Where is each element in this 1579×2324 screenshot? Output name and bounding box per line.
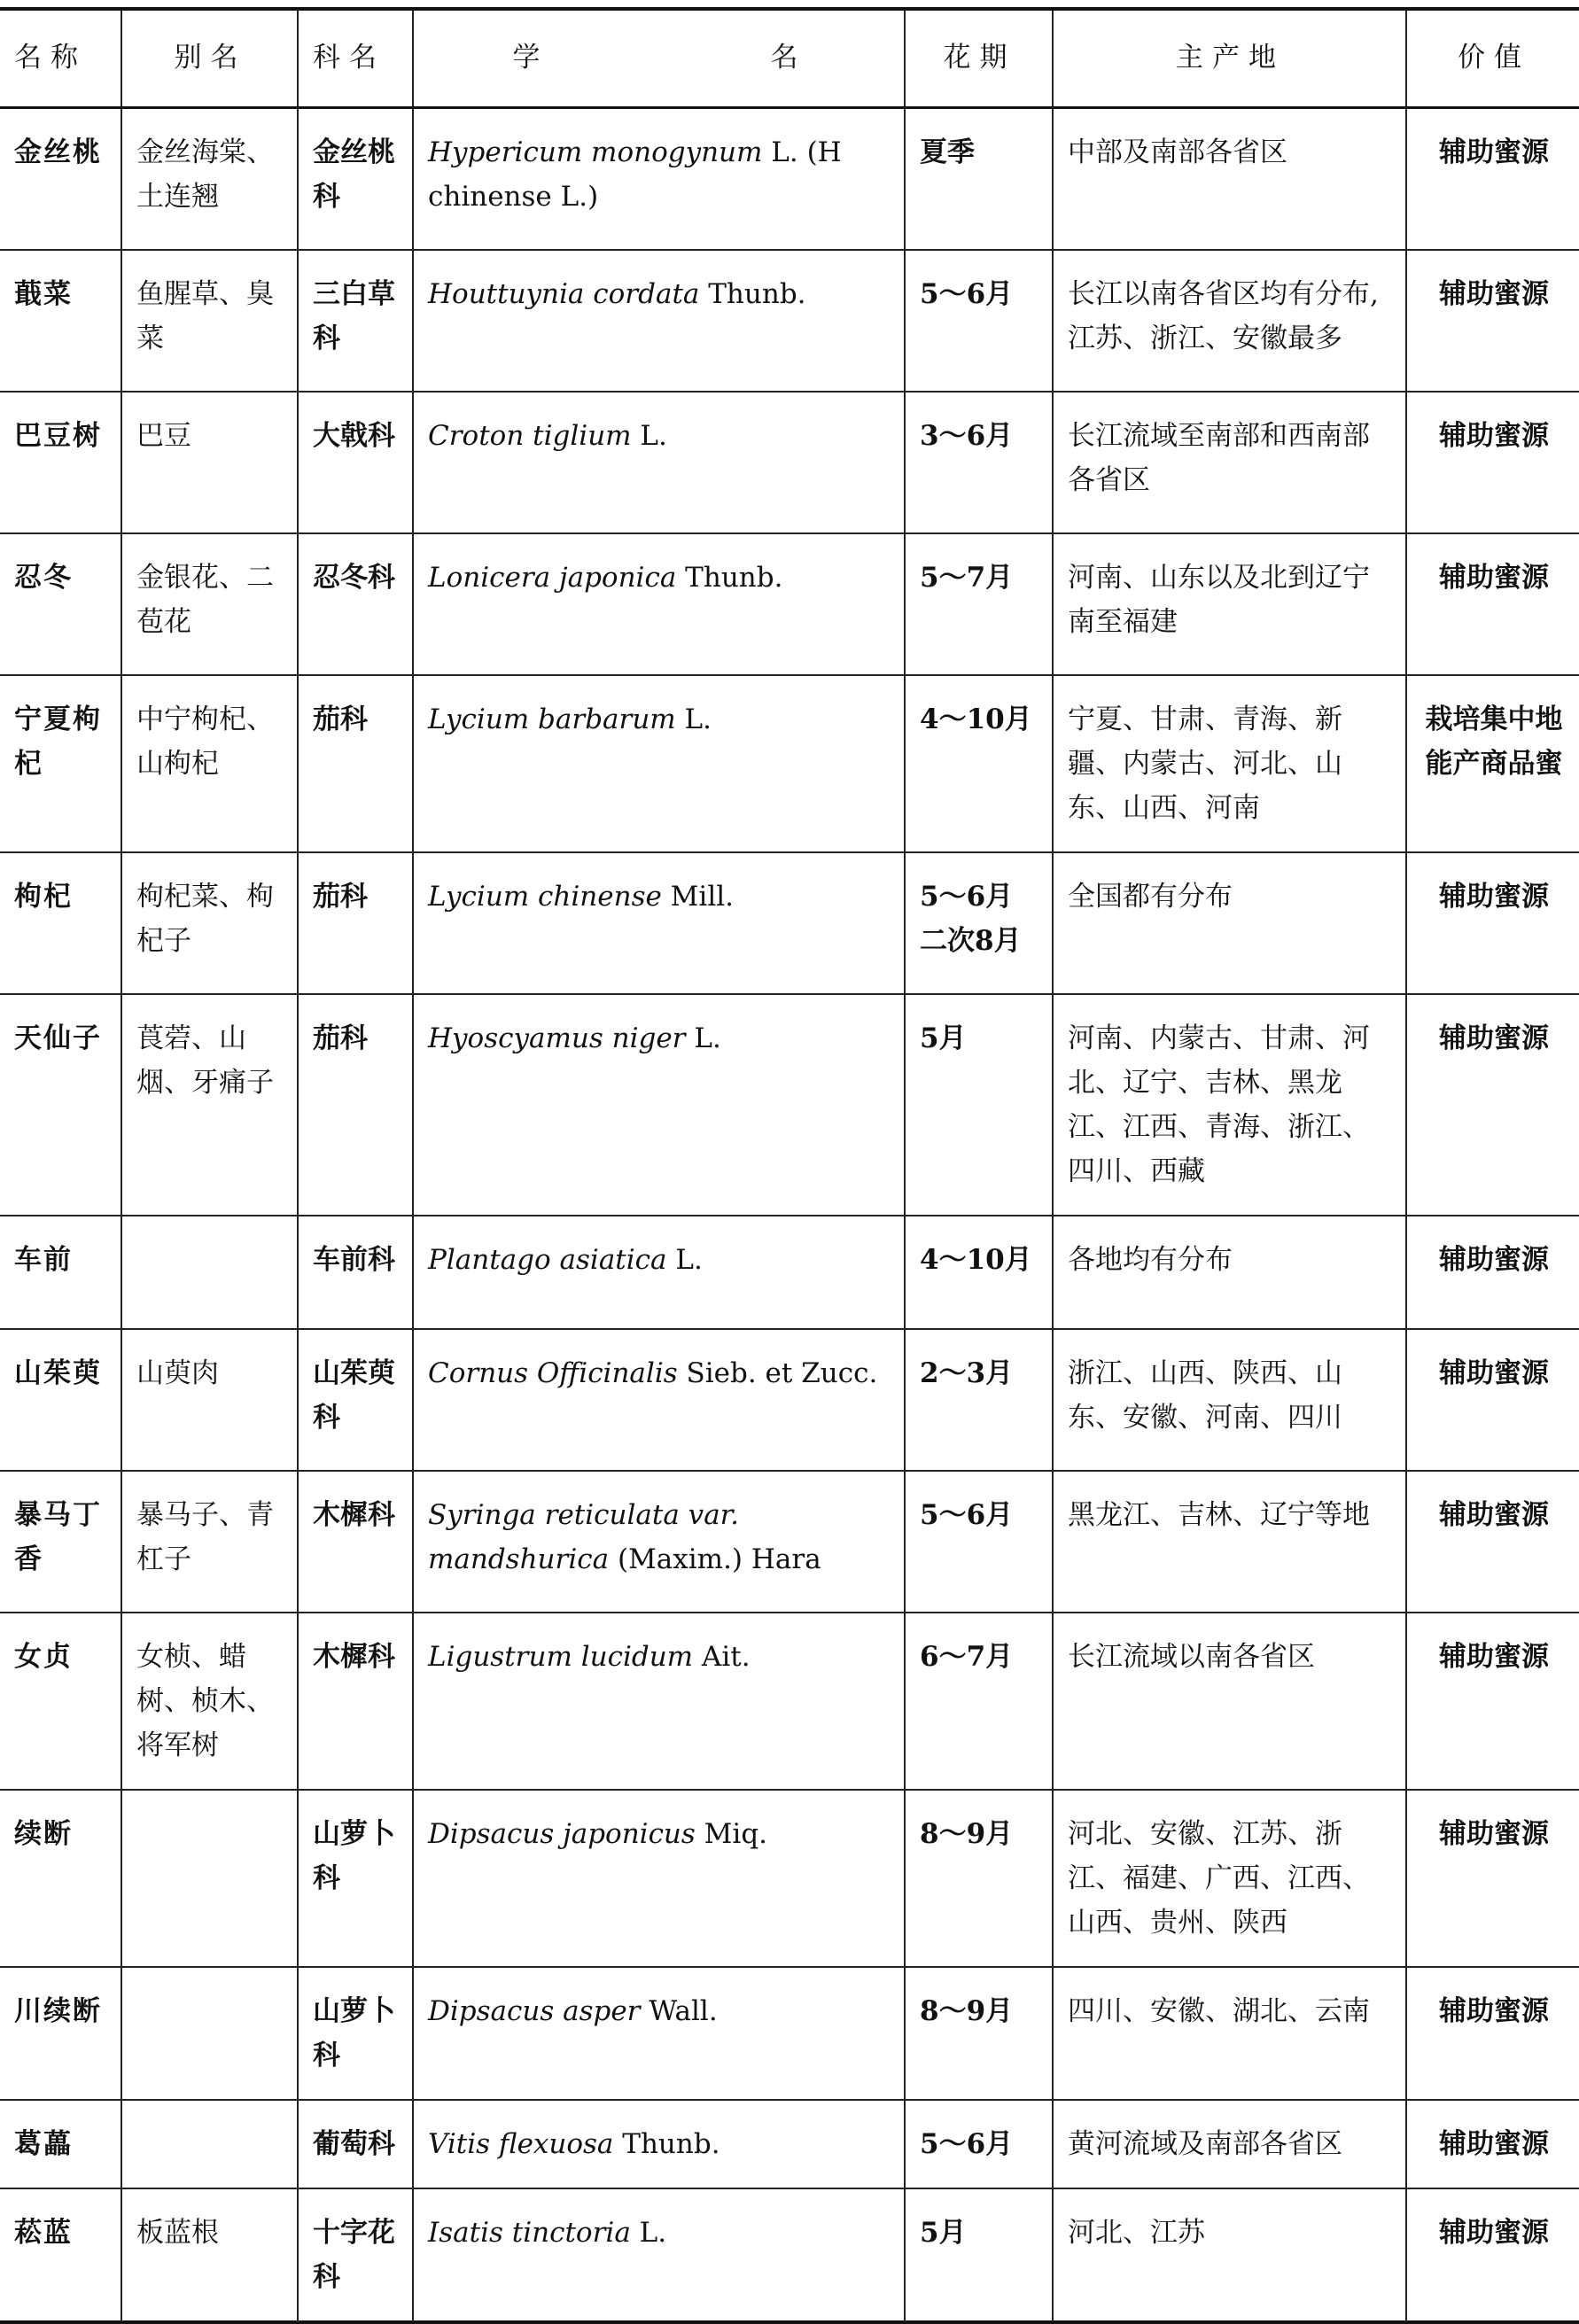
scientific-name-cell [413,2100,905,2188]
main-origin-cell: 宁夏、甘肃、青海、新疆、内蒙古、河北、山东、山西、河南 [1053,675,1406,852]
header-sci-right: 名 [770,42,807,74]
family-cell: 木樨科 [298,1471,413,1613]
main-origin-cell: 全国都有分布 [1053,852,1406,994]
alias-cell [121,1216,298,1329]
plant-name-cell: 车前 [0,1216,121,1329]
scientific-name-cell [413,675,905,852]
alias-cell [121,1967,298,2100]
scientific-name-cell [413,2188,905,2322]
latin-binomial: Vitis flexuosa [428,2127,614,2160]
latin-binomial: Houttuynia cordata [428,277,700,310]
table-row [0,852,1579,994]
alias-cell: 莨菪、山烟、牙痛子 [121,994,298,1216]
nectar-plants-table [0,7,1579,2324]
flowering-period-cell: 5～6月二次8月 [905,852,1053,994]
value-cell: 辅助蜜源 [1406,1790,1579,1967]
latin-binomial: Cornus Officinalis [428,1356,678,1389]
latin-binomial: Croton tiglium [428,419,632,452]
family-cell: 葡萄科 [298,2100,413,2188]
value-cell: 辅助蜜源 [1406,994,1579,1216]
latin-binomial: Plantago asiatica [428,1243,667,1276]
main-origin-cell: 黑龙江、吉林、辽宁等地 [1053,1471,1406,1613]
author-citation: Sieb. et Zucc. [677,1356,878,1389]
latin-binomial: Hypericum monogynum [428,136,763,168]
author-citation: Thunb. [676,561,783,594]
family-cell: 十字花科 [298,2188,413,2322]
latin-binomial: Hyoscyamus niger [428,1022,686,1054]
table-row [0,1471,1579,1613]
plant-name-cell: 蕺菜 [0,250,121,392]
family-cell: 车前科 [298,1216,413,1329]
author-citation: L. [685,1022,721,1054]
value-cell: 辅助蜜源 [1406,1613,1579,1790]
author-citation: (Maxim.) Hara [609,1543,821,1575]
latin-binomial: Lonicera japonica [428,561,677,594]
flowering-period-cell: 4～10月 [905,675,1053,852]
plant-name-cell: 葛藟 [0,2100,121,2188]
alias-cell: 板蓝根 [121,2188,298,2322]
scientific-name-cell [413,1613,905,1790]
header-sci-left: 学 [512,42,549,74]
author-citation: Thunb. [613,2127,720,2160]
scientific-name-cell [413,852,905,994]
main-origin-cell: 长江以南各省区均有分布,江苏、浙江、安徽最多 [1053,250,1406,392]
main-origin-cell: 长江流域至南部和西南部各省区 [1053,392,1406,533]
flowering-period-cell: 2～3月 [905,1329,1053,1471]
latin-binomial: Ligustrum lucidum [428,1640,694,1673]
flowering-period-cell: 5月 [905,2188,1053,2322]
main-origin-cell: 中部及南部各省区 [1053,108,1406,250]
author-citation: L. [666,1243,703,1276]
header-main-origin: 主产地 [1053,9,1406,108]
alias-cell: 鱼腥草、臭菜 [121,250,298,392]
main-origin-cell: 浙江、山西、陕西、山东、安徽、河南、四川 [1053,1329,1406,1471]
flowering-period-cell: 5～7月 [905,533,1053,675]
plant-name-cell: 暴马丁香 [0,1471,121,1613]
table-row [0,2100,1579,2188]
scientific-name-cell [413,1790,905,1967]
value-cell: 辅助蜜源 [1406,108,1579,250]
table-body [0,108,1579,2322]
main-origin-cell: 河南、内蒙古、甘肃、河北、辽宁、吉林、黑龙江、江西、青海、浙江、四川、西藏 [1053,994,1406,1216]
table-row [0,1613,1579,1790]
family-cell: 山萝卜科 [298,1790,413,1967]
table-row [0,675,1579,852]
flowering-period-cell: 8～9月 [905,1967,1053,2100]
scientific-name-cell [413,994,905,1216]
table-header [0,9,1579,108]
scientific-name-cell [413,1471,905,1613]
plant-name-cell: 宁夏枸杞 [0,675,121,852]
family-cell: 金丝桃科 [298,108,413,250]
plant-name-cell: 金丝桃 [0,108,121,250]
header-alias: 别名 [121,9,298,108]
author-citation: L. [675,703,712,735]
header-flowering-period: 花期 [905,9,1053,108]
latin-binomial: Dipsacus asper [428,1994,641,2027]
header-name: 名称 [0,9,121,108]
plant-name-cell: 忍冬 [0,533,121,675]
alias-cell [121,2100,298,2188]
value-cell: 辅助蜜源 [1406,2188,1579,2322]
author-citation: Miq. [695,1817,768,1850]
family-cell: 茄科 [298,852,413,994]
value-cell: 辅助蜜源 [1406,392,1579,533]
alias-cell: 巴豆 [121,392,298,533]
header-row [0,9,1579,108]
alias-cell: 暴马子、青杠子 [121,1471,298,1613]
flowering-period-cell: 4～10月 [905,1216,1053,1329]
alias-cell: 山萸肉 [121,1329,298,1471]
table-row [0,1790,1579,1967]
flowering-period-cell: 5～6月 [905,1471,1053,1613]
alias-cell: 女桢、蜡树、桢木、将军树 [121,1613,298,1790]
table-row [0,1216,1579,1329]
flowering-period-cell: 8～9月 [905,1790,1053,1967]
main-origin-cell: 河南、山东以及北到辽宁南至福建 [1053,533,1406,675]
value-cell: 辅助蜜源 [1406,1329,1579,1471]
table-row [0,1967,1579,2100]
flowering-period-cell: 5～6月 [905,250,1053,392]
flowering-period-cell: 6～7月 [905,1613,1053,1790]
scientific-name-cell [413,1329,905,1471]
table-row [0,2188,1579,2322]
table-row [0,994,1579,1216]
alias-cell: 中宁枸杞、山枸杞 [121,675,298,852]
flowering-period-cell: 5月 [905,994,1053,1216]
plant-name-cell: 川续断 [0,1967,121,2100]
flowering-period-cell: 夏季 [905,108,1053,250]
latin-binomial: Lycium chinense [428,880,662,913]
author-citation: Thunb. [699,277,806,310]
table-row [0,1329,1579,1471]
value-cell: 辅助蜜源 [1406,1471,1579,1613]
main-origin-cell: 河北、安徽、江苏、浙江、福建、广西、江西、山西、贵州、陕西 [1053,1790,1406,1967]
alias-cell [121,1790,298,1967]
latin-binomial: Isatis tinctoria [428,2216,631,2249]
value-cell: 辅助蜜源 [1406,1967,1579,2100]
header-family: 科名 [298,9,413,108]
plant-name-cell: 枸杞 [0,852,121,994]
author-citation: Mill. [661,880,735,913]
plant-name-cell: 菘蓝 [0,2188,121,2322]
author-citation: Wall. [640,1994,718,2027]
author-citation: L. [631,419,667,452]
family-cell: 山萝卜科 [298,1967,413,2100]
value-cell: 辅助蜜源 [1406,852,1579,994]
value-cell: 辅助蜜源 [1406,2100,1579,2188]
main-origin-cell: 四川、安徽、湖北、云南 [1053,1967,1406,2100]
plant-name-cell: 续断 [0,1790,121,1967]
value-cell: 辅助蜜源 [1406,250,1579,392]
family-cell: 大戟科 [298,392,413,533]
author-citation: L. (H chinense L.) [428,136,842,213]
plant-name-cell: 女贞 [0,1613,121,1790]
scientific-name-cell [413,533,905,675]
main-origin-cell: 黄河流域及南部各省区 [1053,2100,1406,2188]
table-row [0,108,1579,250]
plant-name-cell: 天仙子 [0,994,121,1216]
table-row [0,392,1579,533]
latin-binomial: Lycium barbarum [428,703,676,735]
family-cell: 山茱萸科 [298,1329,413,1471]
alias-cell: 金丝海棠、土连翘 [121,108,298,250]
latin-binomial: Dipsacus japonicus [428,1817,696,1850]
alias-cell: 枸杞菜、枸杞子 [121,852,298,994]
table-row [0,250,1579,392]
table-row [0,533,1579,675]
scientific-name-cell [413,1216,905,1329]
author-citation: L. [630,2216,667,2249]
family-cell: 茄科 [298,994,413,1216]
latin-binomial: Syringa reticulata var. mandshurica [428,1498,739,1575]
main-origin-cell: 河北、江苏 [1053,2188,1406,2322]
header-value: 价值 [1406,9,1579,108]
plant-name-cell: 巴豆树 [0,392,121,533]
family-cell: 木樨科 [298,1613,413,1790]
value-cell: 辅助蜜源 [1406,533,1579,675]
value-cell: 栽培集中地能产商品蜜 [1406,675,1579,852]
flowering-period-cell: 5～6月 [905,2100,1053,2188]
family-cell: 茄科 [298,675,413,852]
flowering-period-cell: 3～6月 [905,392,1053,533]
main-origin-cell: 长江流域以南各省区 [1053,1613,1406,1790]
alias-cell: 金银花、二苞花 [121,533,298,675]
main-origin-cell: 各地均有分布 [1053,1216,1406,1329]
header-scientific-name [413,9,905,108]
author-citation: Ait. [693,1640,751,1673]
family-cell: 忍冬科 [298,533,413,675]
value-cell: 辅助蜜源 [1406,1216,1579,1329]
plant-name-cell: 山茱萸 [0,1329,121,1471]
scientific-name-cell [413,1967,905,2100]
scientific-name-cell [413,108,905,250]
family-cell: 三白草科 [298,250,413,392]
scientific-name-cell [413,250,905,392]
scientific-name-cell [413,392,905,533]
